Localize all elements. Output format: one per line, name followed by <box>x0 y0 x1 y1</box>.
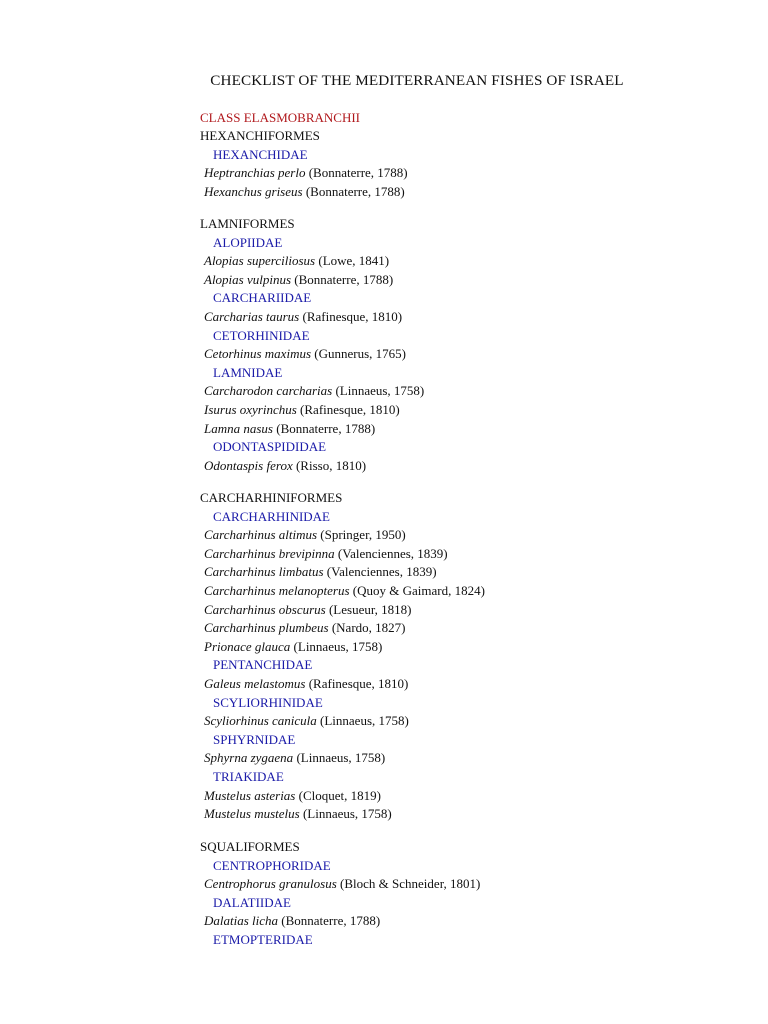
family-heading: SCYLIORHINIDAE <box>213 694 323 710</box>
order-block-lamniformes <box>200 215 720 475</box>
species-entry <box>200 401 720 420</box>
species-entry <box>200 563 720 582</box>
species-name: Carcharhinus plumbeus <box>204 620 329 636</box>
family-heading: CARCHARHINIDAE <box>213 508 330 524</box>
species-name: Lamna nasus <box>204 420 273 436</box>
species-name: Mustelus mustelus <box>204 806 300 822</box>
family-heading: TRIAKIDAE <box>213 768 284 784</box>
species-entry <box>200 712 720 731</box>
species-name: Sphyrna zygaena <box>204 750 294 766</box>
species-name: Isurus oxyrinchus <box>204 401 297 417</box>
species-entry <box>200 308 720 327</box>
order-heading: SQUALIFORMES <box>200 839 300 854</box>
species-authority: (Rafinesque, 1810) <box>302 308 403 324</box>
species-entry <box>200 252 720 271</box>
family-heading: HEXANCHIDAE <box>213 146 308 162</box>
species-authority: (Risso, 1810) <box>295 457 367 473</box>
species-entry <box>200 382 720 401</box>
species-authority: (Springer, 1950) <box>320 527 406 543</box>
species-entry <box>200 875 720 894</box>
order-heading: LAMNIFORMES <box>200 216 295 231</box>
species-name: Carcharhinus obscurus <box>204 601 326 617</box>
species-authority: (Bonnaterre, 1788) <box>294 271 394 287</box>
species-name: Hexanchus griseus <box>204 183 303 199</box>
species-authority: (Quoy & Gaimard, 1824) <box>352 582 485 598</box>
species-entry <box>200 271 720 290</box>
species-name: Carcharodon carcharias <box>204 383 333 399</box>
species-entry <box>200 805 720 824</box>
species-authority: (Valenciennes, 1839) <box>337 545 448 561</box>
species-name: Prionace glauca <box>204 638 291 654</box>
species-authority: (Lowe, 1841) <box>318 253 390 269</box>
species-authority: (Nardo, 1827) <box>331 620 406 636</box>
species-entry <box>200 912 720 931</box>
species-authority: (Cloquet, 1819) <box>298 787 381 803</box>
class-heading: CLASS ELASMOBRANCHII <box>200 110 360 125</box>
species-name: Odontaspis ferox <box>204 457 293 473</box>
species-authority: (Bonnaterre, 1788) <box>308 165 408 181</box>
family-heading: ODONTASPIDIDAE <box>213 439 327 455</box>
page-title: CHECKLIST OF THE MEDITERRANEAN FISHES OF ISRAEL <box>210 72 624 89</box>
species-authority: (Linnaeus, 1758) <box>293 638 383 654</box>
species-name: Dalatias licha <box>204 913 279 929</box>
species-authority: (Bonnaterre, 1788) <box>276 420 376 436</box>
species-name: Carcharhinus altimus <box>204 527 318 543</box>
species-authority: (Linnaeus, 1758) <box>296 750 386 766</box>
order-block-carcharhiniformes <box>200 489 720 824</box>
species-name: Heptranchias perlo <box>204 165 306 181</box>
species-name: Cetorhinus maximus <box>204 346 312 362</box>
species-entry <box>200 787 720 806</box>
species-entry <box>200 749 720 768</box>
order-heading: HEXANCHIFORMES <box>200 128 320 143</box>
species-entry <box>200 601 720 620</box>
species-name: Mustelus asterias <box>204 787 296 803</box>
species-entry <box>200 345 720 364</box>
species-authority: (Bonnaterre, 1788) <box>281 913 381 929</box>
species-name: Carcharias taurus <box>204 308 300 324</box>
species-entry <box>200 638 720 657</box>
species-authority: (Linnaeus, 1758) <box>320 713 409 729</box>
species-name: Carcharhinus limbatus <box>204 564 324 580</box>
species-entry <box>200 183 720 202</box>
family-heading: ALOPIIDAE <box>213 234 283 250</box>
family-heading: LAMNIDAE <box>213 364 283 380</box>
family-heading: PENTANCHIDAE <box>213 657 313 673</box>
order-block-hexanchiformes <box>200 127 720 201</box>
species-entry <box>200 457 720 476</box>
order-heading: CARCHARHINIFORMES <box>200 490 343 505</box>
species-entry <box>200 420 720 439</box>
species-authority: (Rafinesque, 1810) <box>308 675 409 691</box>
family-heading: ETMOPTERIDAE <box>213 931 313 947</box>
species-name: Scyliorhinus canicula <box>204 713 317 729</box>
species-authority: (Linnaeus, 1758) <box>335 383 425 399</box>
species-entry <box>200 164 720 183</box>
family-heading: CENTROPHORIDAE <box>213 857 331 873</box>
family-heading: SPHYRNIDAE <box>213 731 296 747</box>
species-name: Carcharhinus melanopterus <box>204 582 350 598</box>
species-name: Centrophorus granulosus <box>204 876 337 892</box>
species-entry <box>200 545 720 564</box>
species-authority: (Bonnaterre, 1788) <box>305 183 405 199</box>
species-name: Alopias vulpinus <box>204 271 292 287</box>
species-entry <box>200 526 720 545</box>
species-authority: (Rafinesque, 1810) <box>300 401 400 417</box>
family-heading: DALATIIDAE <box>213 894 291 910</box>
species-name: Galeus melastomus <box>204 675 306 691</box>
species-authority: (Valenciennes, 1839) <box>326 564 437 580</box>
species-entry <box>200 619 720 638</box>
family-heading: CETORHINIDAE <box>213 327 310 343</box>
family-heading: CARCHARIIDAE <box>213 290 312 306</box>
species-authority: (Lesueur, 1818) <box>328 601 412 617</box>
species-entry <box>200 675 720 694</box>
order-block-squaliformes <box>200 838 720 950</box>
species-name: Carcharhinus brevipinna <box>204 545 335 561</box>
species-entry <box>200 582 720 601</box>
species-authority: (Gunnerus, 1765) <box>314 346 406 362</box>
species-authority: (Bloch & Schneider, 1801) <box>340 876 481 892</box>
species-authority: (Linnaeus, 1758) <box>302 806 392 822</box>
species-name: Alopias superciliosus <box>204 253 316 269</box>
